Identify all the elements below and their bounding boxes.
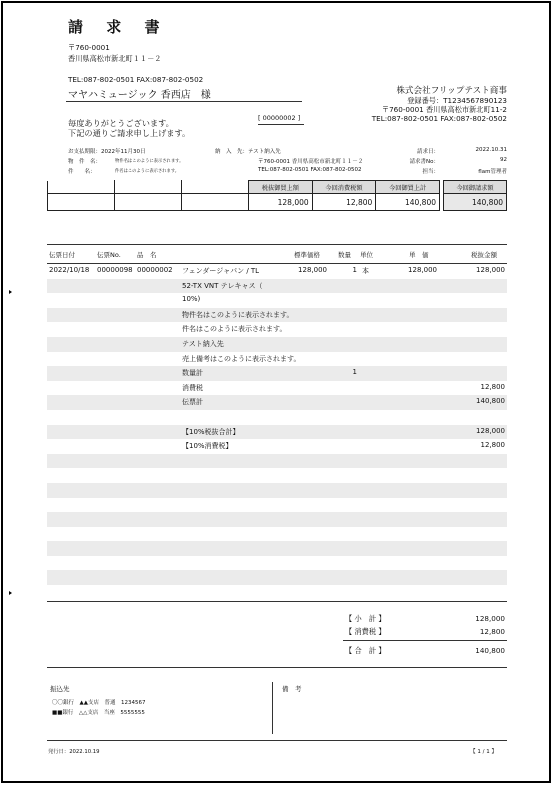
billing-amount-value: 140,800 — [444, 194, 507, 211]
table-row — [47, 308, 507, 323]
table-row — [47, 498, 507, 513]
summary-empty-1 — [48, 194, 115, 211]
table-row — [47, 585, 507, 600]
cell-name: 10%) — [182, 295, 201, 304]
cell-name: 【10%税抜合計】 — [182, 427, 240, 436]
cell-amount: 128,000 — [476, 426, 505, 435]
cell-name: 伝票計 — [182, 398, 203, 407]
cell-name: 数量計 — [182, 369, 203, 378]
staff-name: flam管理者 — [478, 169, 507, 175]
customer-underline — [66, 101, 302, 102]
customer-address: 香川県高松市新北町１１－２ — [68, 54, 162, 63]
detail-rows — [47, 264, 507, 600]
summary-blank-3 — [182, 181, 249, 194]
delivery-address: 〒760-0001 香川県高松市新北町１１－２ — [258, 159, 364, 165]
table-row — [47, 410, 507, 425]
billing-amount-box — [443, 180, 507, 211]
delivery-label: 納 入 先：テスト納入先 — [215, 149, 281, 155]
table-row — [47, 322, 507, 337]
issuer-tel: TEL:087-802-0501 FAX:087-802-0502 — [371, 114, 507, 123]
property-value: 物件名はこのように表示されます。 — [115, 158, 184, 164]
delivery-tel: TEL:087-802-0501 FAX:087-802-0502 — [258, 167, 362, 173]
billing-amount-header: 今回御請求額 — [444, 181, 507, 194]
table-row — [47, 527, 507, 542]
table-row — [47, 352, 507, 367]
code-underline — [258, 124, 304, 125]
cell-date: 2022/10/18 — [49, 266, 90, 274]
table-row — [47, 293, 507, 308]
table-row — [47, 264, 507, 279]
property-label: 物 件 名： — [68, 159, 102, 165]
greeting-line-2: 下記の通りご請求申し上げます。 — [68, 128, 191, 138]
bank-line-1: 〇〇銀行 ▲▲支店 普通 1234567 — [52, 700, 146, 706]
cell-qty: 1 — [352, 266, 357, 274]
remarks-title: 備 考 — [282, 685, 302, 693]
table-row — [47, 468, 507, 483]
issuer-registration: 登録番号：T1234567890123 — [407, 96, 507, 105]
cell-amount: 140,800 — [476, 397, 505, 406]
cell-qty: 1 — [352, 368, 357, 377]
invoice-date: 2022.10.31 — [475, 147, 507, 153]
table-row — [47, 570, 507, 585]
table-row — [47, 279, 507, 294]
customer-name: マヤハミュージック 香西店 様 — [68, 90, 211, 101]
summary-empty-3 — [182, 194, 249, 211]
cell-name: 売上備考はこのように表示されます。 — [182, 354, 301, 363]
issuer-company: 株式会社フリップテスト商事 — [396, 86, 507, 96]
col-std-price-header: 標準価格 — [294, 251, 320, 259]
item-value: 件名はこのように表示されます。 — [115, 168, 180, 174]
cell-code: 00000002 — [137, 266, 173, 274]
table-row — [47, 483, 507, 498]
table-row — [47, 541, 507, 556]
tax-value: 12,800 — [479, 627, 505, 636]
item-label: 件 名： — [68, 169, 96, 175]
cell-amount: 12,800 — [480, 441, 505, 450]
summary-blank-1 — [48, 181, 115, 194]
customer-zip: 〒760-0001 — [68, 43, 110, 52]
col-unit-header: 単位 — [360, 251, 373, 259]
page-number: 【 1 / 1 】 — [470, 749, 497, 755]
summary-empty-2 — [115, 194, 182, 211]
total-value: 140,800 — [475, 646, 505, 655]
cell-name: フェンダージャパン / TL — [182, 267, 260, 275]
staff-label: 担当： — [422, 169, 439, 175]
cell-unit: 本 — [362, 267, 369, 275]
cell-slip: 00000098 — [97, 266, 133, 274]
table-row — [47, 425, 507, 440]
cell-std: 128,000 — [298, 266, 327, 274]
col-item-header: 品 名 — [137, 251, 157, 259]
document-code: [ 00000002 ] — [258, 114, 301, 122]
bank-title: 振込先 — [50, 685, 70, 693]
cell-name: 【10%消費税】 — [182, 442, 233, 451]
col-slip-header: 伝票No. — [97, 251, 121, 259]
subtotal-value: 128,000 — [475, 614, 505, 623]
customer-tel: TEL:087-802-0501 FAX:087-802-0502 — [68, 75, 204, 84]
col-amount-header: 税抜金額 — [471, 251, 497, 259]
cell-name: 消費税 — [182, 383, 203, 392]
summary-value-total: 140,800 — [376, 194, 440, 211]
table-row — [47, 381, 507, 396]
invoice-no: 92 — [500, 157, 507, 163]
summary-blank-2 — [115, 181, 182, 194]
invoice-no-label: 請求書No： — [409, 159, 439, 165]
table-row — [47, 454, 507, 469]
table-row — [47, 439, 507, 454]
table-row — [47, 366, 507, 381]
bank-remarks-divider — [272, 682, 273, 734]
subtotal-label: 【 小 計 】 — [345, 614, 386, 623]
issue-date: 発行日：2022.10.19 — [48, 749, 100, 755]
totals-bottom-rule — [47, 667, 507, 668]
cell-amount: 128,000 — [476, 266, 505, 274]
issuer-address: 〒760-0001 香川県高松市新北町11-2 — [381, 105, 507, 114]
cell-amount: 12,800 — [480, 382, 505, 391]
table-top-rule — [47, 244, 507, 245]
total-top-rule — [343, 640, 507, 641]
summary-value-tax: 12,800 — [312, 194, 376, 211]
footer-rule — [47, 740, 507, 741]
table-row — [47, 556, 507, 571]
col-date-header: 伝票日付 — [49, 251, 75, 259]
col-qty-header: 数量 — [338, 251, 351, 259]
table-row — [47, 512, 507, 527]
summary-header-tax: 今回消費税額 — [312, 181, 376, 194]
greeting-line-1: 毎度ありがとうございます。 — [68, 118, 174, 128]
cell-name: テスト納入先 — [182, 339, 224, 348]
bank-line-2: ■■銀行 △△支店 当座 5555555 — [52, 710, 145, 716]
cell-name: 52-TX VNT テレキャス（ — [182, 281, 263, 290]
table-row — [47, 395, 507, 410]
row-marker-icon — [9, 591, 12, 595]
due-date: お支払期限：2022年11月30日 — [68, 149, 146, 155]
document-title: 請 求 書 — [68, 18, 169, 36]
summary-value-subtotal: 128,000 — [249, 194, 313, 211]
summary-table — [47, 180, 440, 211]
tax-label: 【 消費税 】 — [345, 627, 386, 636]
summary-header-subtotal: 税抜御買上額 — [249, 181, 313, 194]
summary-header-total: 今回御買上計 — [376, 181, 440, 194]
cell-price: 128,000 — [408, 266, 437, 274]
invoice-date-label: 請求日： — [416, 149, 439, 155]
cell-name: 件名はこのように表示されます。 — [182, 325, 287, 334]
table-row — [47, 337, 507, 352]
totals-top-rule — [47, 601, 507, 602]
col-price-header: 単 価 — [409, 251, 429, 259]
row-marker-icon — [9, 290, 12, 294]
cell-name: 物件名はこのように表示されます。 — [182, 310, 294, 319]
total-label: 【 合 計 】 — [345, 646, 386, 655]
